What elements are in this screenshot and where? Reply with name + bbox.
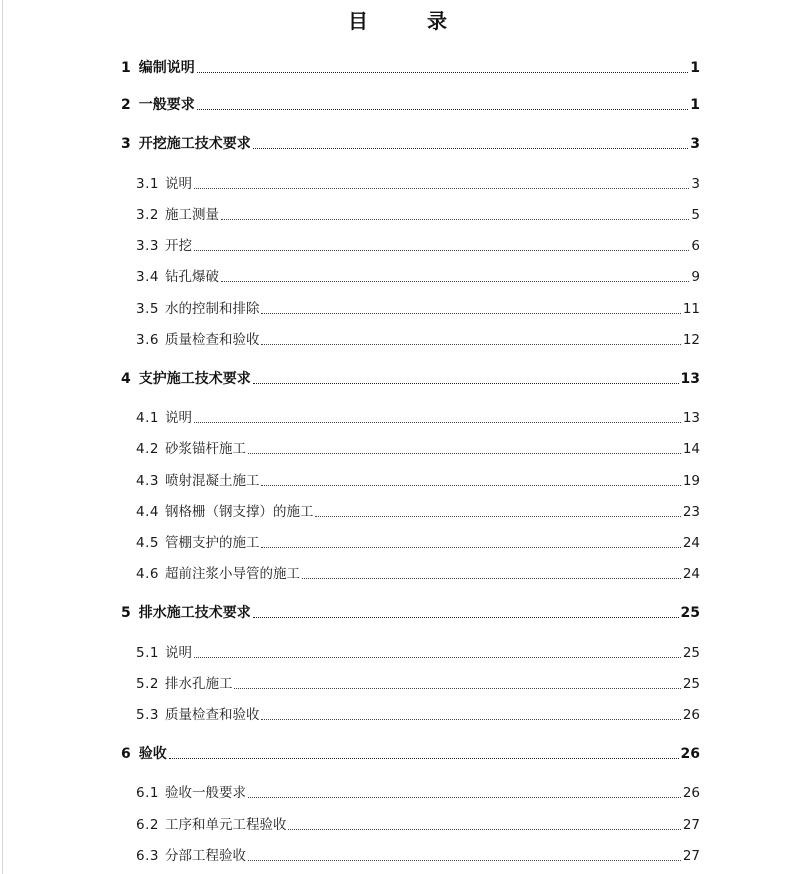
toc-entry-number: 4	[121, 371, 131, 387]
dot-leader	[194, 657, 681, 658]
toc-entry-page-number: 25	[682, 676, 700, 692]
toc-entry-page-number: 24	[682, 535, 700, 551]
toc-chapter-entry[interactable]	[121, 134, 700, 154]
dot-leader	[253, 617, 679, 618]
toc-section-entry[interactable]	[136, 439, 700, 459]
toc-entry-number: 5.1	[136, 645, 159, 661]
dot-leader	[248, 797, 681, 798]
toc-entry-label: 开挖施工技术要求	[138, 136, 251, 152]
dot-leader	[221, 281, 689, 282]
dot-leader	[221, 219, 689, 220]
toc-entry-number: 1	[121, 60, 131, 76]
toc-section-entry[interactable]	[136, 267, 700, 287]
toc-chapter-entry[interactable]	[121, 744, 700, 764]
toc-entry-page-number: 11	[682, 301, 700, 317]
toc-entry-page-number: 26	[682, 785, 700, 801]
dot-leader	[261, 344, 680, 345]
dot-leader	[194, 188, 689, 189]
toc-entry-label: 工序和单元工程验收	[164, 817, 287, 833]
toc-entry-page-number: 24	[682, 566, 700, 582]
dot-leader	[253, 148, 689, 149]
dot-leader	[253, 383, 679, 384]
toc-section-entry[interactable]	[136, 174, 700, 194]
dot-leader	[261, 313, 680, 314]
dot-leader	[261, 719, 680, 720]
toc-entry-page-number: 25	[682, 645, 700, 661]
toc-section-entry[interactable]	[136, 236, 700, 256]
dot-leader	[169, 758, 679, 759]
toc-entry-label: 说明	[164, 410, 192, 426]
toc-entry-page-number: 19	[682, 473, 700, 489]
toc-entry-page-number: 27	[682, 817, 700, 833]
toc-entry-number: 3	[121, 136, 131, 152]
dot-leader	[288, 829, 680, 830]
toc-entry-page-number: 1	[690, 97, 700, 113]
toc-entry-page-number: 5	[691, 207, 700, 223]
toc-section-entry[interactable]	[136, 643, 700, 663]
toc-title-text: 目 录	[348, 9, 473, 33]
dot-leader	[234, 688, 680, 689]
toc-entry-number: 5	[121, 605, 131, 621]
toc-entry-label: 钢格栅（钢支撑）的施工	[164, 504, 314, 520]
toc-section-entry[interactable]	[136, 299, 700, 319]
toc-entry-page-number: 26	[680, 746, 700, 762]
dot-leader	[315, 516, 680, 517]
toc-section-entry[interactable]	[136, 502, 700, 522]
toc-entry-label: 说明	[164, 176, 192, 192]
toc-entry-label: 支护施工技术要求	[138, 371, 251, 387]
toc-entry-number: 4.4	[136, 504, 159, 520]
toc-entry-label: 排水施工技术要求	[138, 605, 251, 621]
toc-entry-label: 质量检查和验收	[164, 332, 260, 348]
toc-entry-page-number: 26	[682, 707, 700, 723]
toc-entry-number: 3.2	[136, 207, 159, 223]
toc-entry-page-number: 12	[682, 332, 700, 348]
toc-entry-label: 砂浆锚杆施工	[164, 441, 246, 457]
toc-entry-page-number: 3	[690, 136, 700, 152]
toc-entry-label: 施工测量	[164, 207, 219, 223]
toc-entry-number: 4.2	[136, 441, 159, 457]
toc-entry-number: 6.3	[136, 848, 159, 864]
dot-leader	[302, 578, 681, 579]
page-left-edge	[2, 0, 3, 874]
dot-leader	[261, 485, 680, 486]
toc-entry-number: 4.5	[136, 535, 159, 551]
toc-chapter-entry[interactable]	[121, 95, 700, 115]
toc-entry-page-number: 6	[691, 238, 700, 254]
toc-entry-number: 4.3	[136, 473, 159, 489]
toc-chapter-entry[interactable]	[121, 58, 700, 78]
toc-chapter-entry[interactable]	[121, 603, 700, 623]
toc-entry-page-number: 13	[682, 410, 700, 426]
toc-section-entry[interactable]	[136, 471, 700, 491]
toc-entry-number: 6	[121, 746, 131, 762]
toc-entry-number: 3.1	[136, 176, 159, 192]
toc-entry-number: 4.6	[136, 566, 159, 582]
toc-entry-number: 6.1	[136, 785, 159, 801]
toc-section-entry[interactable]	[136, 564, 700, 584]
toc-entry-label: 排水孔施工	[164, 676, 233, 692]
toc-entry-page-number: 27	[682, 848, 700, 864]
toc-entry-page-number: 14	[682, 441, 700, 457]
dot-leader	[261, 547, 680, 548]
toc-entry-number: 6.2	[136, 817, 159, 833]
toc-entry-label: 分部工程验收	[164, 848, 246, 864]
toc-entry-page-number: 13	[680, 371, 700, 387]
toc-entry-label: 管棚支护的施工	[164, 535, 260, 551]
toc-entry-label: 开挖	[164, 238, 192, 254]
toc-entry-number: 5.3	[136, 707, 159, 723]
dot-leader	[197, 109, 689, 110]
toc-title	[0, 8, 795, 34]
toc-entry-page-number: 1	[690, 60, 700, 76]
dot-leader	[194, 250, 689, 251]
toc-entry-number: 5.2	[136, 676, 159, 692]
toc-entry-number: 3.4	[136, 269, 159, 285]
toc-section-entry[interactable]	[136, 846, 700, 866]
toc-section-entry[interactable]	[136, 783, 700, 803]
toc-entry-page-number: 23	[682, 504, 700, 520]
toc-section-entry[interactable]	[136, 705, 700, 725]
toc-entry-page-number: 9	[691, 269, 700, 285]
toc-entry-page-number: 3	[691, 176, 700, 192]
toc-section-entry[interactable]	[136, 205, 700, 225]
toc-entry-page-number: 25	[680, 605, 700, 621]
toc-entry-label: 验收一般要求	[164, 785, 246, 801]
toc-section-entry[interactable]	[136, 330, 700, 350]
toc-entry-label: 钻孔爆破	[164, 269, 219, 285]
toc-entry-number: 3.3	[136, 238, 159, 254]
toc-entry-number: 3.5	[136, 301, 159, 317]
dot-leader	[197, 72, 689, 73]
toc-section-entry[interactable]	[136, 815, 700, 835]
toc-entry-label: 编制说明	[138, 60, 195, 76]
toc-entry-number: 4.1	[136, 410, 159, 426]
toc-entry-number: 2	[121, 97, 131, 113]
toc-entry-label: 一般要求	[138, 97, 195, 113]
toc-entry-label: 喷射混凝土施工	[164, 473, 260, 489]
toc-chapter-entry[interactable]	[121, 369, 700, 389]
toc-entry-number: 3.6	[136, 332, 159, 348]
toc-entry-label: 水的控制和排除	[164, 301, 260, 317]
toc-section-entry[interactable]	[136, 533, 700, 553]
toc-entry-label: 验收	[138, 746, 167, 762]
dot-leader	[248, 860, 681, 861]
dot-leader	[248, 453, 681, 454]
toc-section-entry[interactable]	[136, 674, 700, 694]
toc-entry-label: 超前注浆小导管的施工	[164, 566, 300, 582]
dot-leader	[194, 422, 681, 423]
toc-section-entry[interactable]	[136, 408, 700, 428]
toc-entry-label: 说明	[164, 645, 192, 661]
toc-entry-label: 质量检查和验收	[164, 707, 260, 723]
